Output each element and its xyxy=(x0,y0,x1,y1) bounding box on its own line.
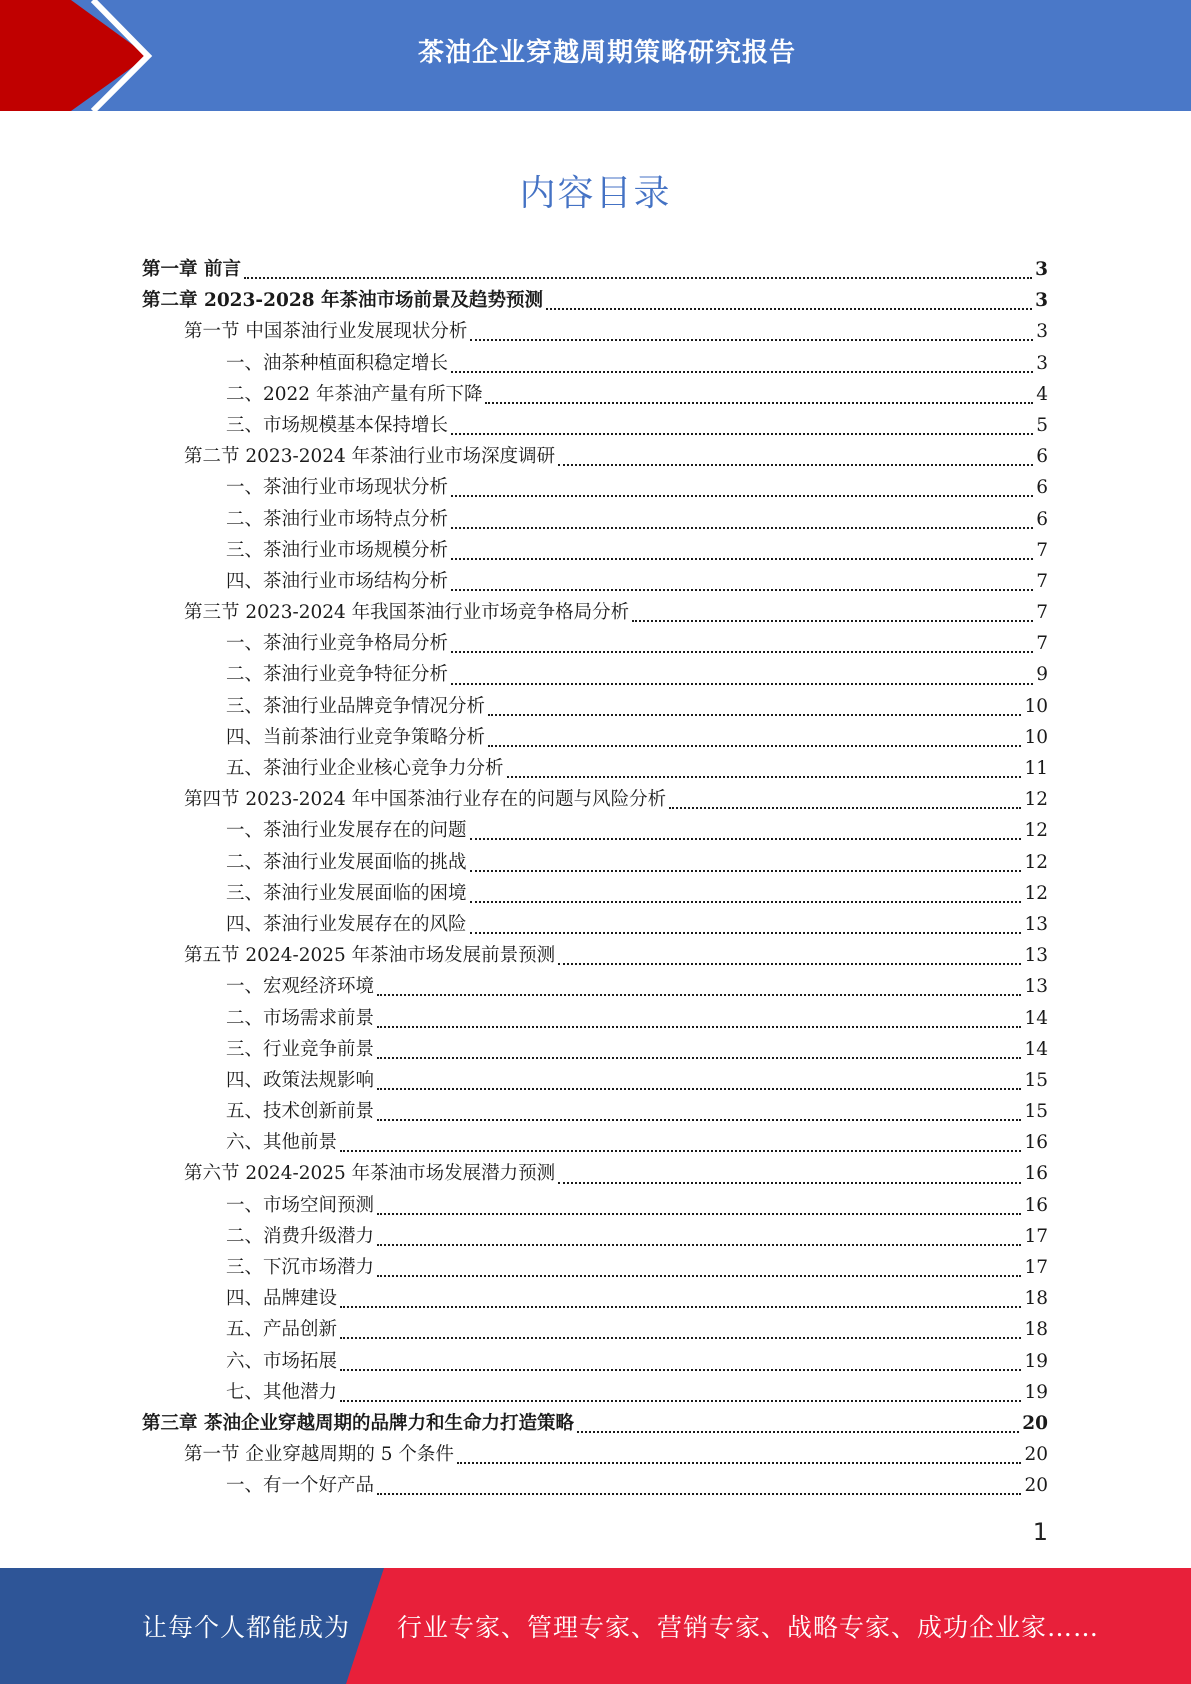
toc-entry[interactable] xyxy=(142,1158,1048,1189)
toc-dot-leader xyxy=(488,713,1021,716)
toc-entry[interactable] xyxy=(142,316,1048,347)
toc-dot-leader xyxy=(377,1243,1021,1246)
header-banner xyxy=(0,0,1191,111)
toc-dot-leader xyxy=(507,775,1022,778)
toc-entry-page: 7 xyxy=(1036,633,1048,655)
toc-entry-page: 3 xyxy=(1036,321,1048,343)
toc-dot-leader xyxy=(632,619,1033,622)
toc-entry-label: 四、政策法规影响 xyxy=(226,1069,375,1091)
toc-entry[interactable] xyxy=(142,535,1048,566)
toc-entry-label: 二、消费升级潜力 xyxy=(226,1225,375,1247)
toc-dot-leader xyxy=(451,557,1033,560)
toc-entry[interactable] xyxy=(142,784,1048,815)
toc-dot-leader xyxy=(451,588,1033,591)
toc-entry[interactable] xyxy=(142,597,1048,628)
toc-entry-label: 一、市场空间预测 xyxy=(226,1194,375,1216)
toc-entry[interactable] xyxy=(142,1190,1048,1221)
toc-entry-page: 20 xyxy=(1022,1412,1048,1434)
toc-dot-leader xyxy=(377,1025,1021,1028)
toc-entry-label: 三、茶油行业市场规模分析 xyxy=(226,539,449,561)
toc-entry[interactable] xyxy=(142,971,1048,1002)
toc-entry[interactable] xyxy=(142,847,1048,878)
toc-entry-page: 20 xyxy=(1024,1444,1048,1466)
toc-dot-leader xyxy=(377,1056,1021,1059)
toc-entry-page: 13 xyxy=(1024,913,1048,935)
footer-slogan-right: 行业专家、管理专家、营销专家、战略专家、成功企业家…… xyxy=(397,1613,1100,1642)
toc-entry[interactable] xyxy=(142,1439,1048,1470)
toc-entry-page: 7 xyxy=(1036,602,1048,624)
toc-entry[interactable] xyxy=(142,1003,1048,1034)
toc-dot-leader xyxy=(451,682,1033,685)
toc-entry[interactable] xyxy=(142,909,1048,940)
toc-entry-label: 一、茶油行业市场现状分析 xyxy=(226,477,449,499)
toc-entry[interactable] xyxy=(142,815,1048,846)
toc-entry[interactable] xyxy=(142,1096,1048,1127)
toc-entry-label: 五、技术创新前景 xyxy=(226,1101,375,1123)
toc-entry[interactable] xyxy=(142,1408,1048,1439)
toc-entry-label: 一、茶油行业发展存在的问题 xyxy=(226,820,467,842)
toc-entry-page: 6 xyxy=(1036,477,1048,499)
toc-entry-page: 11 xyxy=(1024,758,1048,779)
toc-entry-page: 14 xyxy=(1024,1038,1048,1060)
toc-dot-leader xyxy=(451,370,1033,373)
toc-dot-leader xyxy=(485,401,1033,404)
toc-dot-leader xyxy=(244,276,1032,279)
toc-entry-label: 一、有一个好产品 xyxy=(226,1475,375,1497)
toc-entry-page: 6 xyxy=(1036,446,1048,468)
toc-entry-label: 七、其他潜力 xyxy=(226,1381,338,1403)
toc-entry[interactable] xyxy=(142,566,1048,597)
toc-entry-label: 二、2022 年茶油产量有所下降 xyxy=(226,383,483,405)
toc-dot-leader xyxy=(558,962,1021,965)
toc-entry-page: 19 xyxy=(1024,1381,1048,1403)
toc-entry-page: 13 xyxy=(1024,976,1048,998)
toc-entry-page: 9 xyxy=(1036,664,1048,686)
toc-entry[interactable] xyxy=(142,1470,1048,1501)
toc-entry[interactable] xyxy=(142,659,1048,690)
toc-entry-page: 20 xyxy=(1024,1475,1048,1497)
toc-entry[interactable] xyxy=(142,722,1048,753)
toc-entry-label: 一、宏观经济环境 xyxy=(226,976,375,998)
toc-entry-page: 13 xyxy=(1024,945,1048,967)
toc-entry-page: 19 xyxy=(1024,1350,1048,1372)
toc-dot-leader xyxy=(457,1461,1022,1464)
toc-entry[interactable] xyxy=(142,753,1048,784)
toc-entry-page: 18 xyxy=(1024,1319,1048,1341)
toc-entry-label: 一、油茶种植面积稳定增长 xyxy=(226,352,449,374)
toc-entry-label: 三、市场规模基本保持增长 xyxy=(226,414,449,436)
toc-entry-page: 12 xyxy=(1024,882,1048,904)
toc-entry-label: 第三节 2023-2024 年我国茶油行业市场竞争格局分析 xyxy=(184,602,630,624)
toc-dot-leader xyxy=(669,806,1021,809)
toc-dot-leader xyxy=(451,432,1033,435)
toc-list xyxy=(142,254,1048,1502)
toc-entry-label: 第一章 前言 xyxy=(142,259,241,280)
toc-entry[interactable] xyxy=(142,1346,1048,1377)
toc-entry-label: 三、茶油行业品牌竞争情况分析 xyxy=(226,695,486,717)
toc-entry-page: 12 xyxy=(1024,851,1048,873)
toc-dot-leader xyxy=(377,1087,1021,1090)
toc-entry[interactable] xyxy=(142,628,1048,659)
toc-heading: 内容目录 xyxy=(519,173,672,214)
toc-entry[interactable] xyxy=(142,1283,1048,1314)
toc-entry-page: 16 xyxy=(1024,1163,1048,1185)
toc-dot-leader xyxy=(470,900,1022,903)
footer-banner xyxy=(0,1568,1191,1684)
toc-entry-page: 7 xyxy=(1036,570,1048,592)
toc-dot-leader xyxy=(377,1118,1021,1121)
toc-entry-label: 第四节 2023-2024 年中国茶油行业存在的问题与风险分析 xyxy=(184,789,667,811)
toc-entry-label: 第二节 2023-2024 年茶油行业市场深度调研 xyxy=(184,446,556,468)
toc-dot-leader xyxy=(558,1181,1021,1184)
toc-entry-page: 4 xyxy=(1036,383,1048,405)
toc-entry[interactable] xyxy=(142,940,1048,971)
toc-entry-label: 四、品牌建设 xyxy=(226,1288,338,1310)
toc-dot-leader xyxy=(470,338,1033,341)
toc-entry[interactable] xyxy=(142,1252,1048,1283)
toc-entry-page: 16 xyxy=(1024,1194,1048,1216)
toc-entry[interactable] xyxy=(142,1065,1048,1096)
toc-dot-leader xyxy=(340,1399,1021,1402)
toc-entry[interactable] xyxy=(142,1221,1048,1252)
toc-dot-leader xyxy=(377,1492,1021,1495)
page-number: 1 xyxy=(1032,1518,1048,1546)
toc-entry-label: 四、当前茶油行业竞争策略分析 xyxy=(226,726,486,748)
toc-dot-leader xyxy=(451,526,1033,529)
toc-entry-page: 12 xyxy=(1024,789,1048,811)
toc-entry-label: 一、茶油行业竞争格局分析 xyxy=(226,633,449,655)
toc-entry-label: 第六节 2024-2025 年茶油市场发展潜力预测 xyxy=(184,1163,556,1185)
toc-dot-leader xyxy=(340,1368,1021,1371)
toc-dot-leader xyxy=(377,1274,1021,1277)
toc-entry-label: 三、行业竞争前景 xyxy=(226,1038,375,1060)
toc-entry-page: 3 xyxy=(1035,290,1048,312)
toc-dot-leader xyxy=(451,494,1033,497)
toc-entry[interactable] xyxy=(142,285,1048,316)
toc-dot-leader xyxy=(470,837,1022,840)
toc-dot-leader xyxy=(451,650,1033,653)
toc-entry[interactable] xyxy=(142,1314,1048,1345)
toc-dot-leader xyxy=(340,1305,1021,1308)
toc-entry-page: 3 xyxy=(1035,259,1048,280)
toc-entry-label: 四、茶油行业市场结构分析 xyxy=(226,570,449,592)
toc-entry[interactable] xyxy=(142,1127,1048,1158)
toc-entry-label: 三、下沉市场潜力 xyxy=(226,1257,375,1278)
toc-entry-label: 三、茶油行业发展面临的困境 xyxy=(226,882,467,904)
toc-entry[interactable] xyxy=(142,348,1048,379)
toc-entry-page: 10 xyxy=(1024,695,1048,717)
toc-dot-leader xyxy=(470,931,1022,934)
toc-entry-label: 六、其他前景 xyxy=(226,1132,338,1154)
toc-entry-page: 12 xyxy=(1024,820,1048,842)
toc-entry[interactable] xyxy=(142,1377,1048,1408)
toc-dot-leader xyxy=(558,463,1033,466)
toc-dot-leader xyxy=(470,869,1022,872)
toc-entry[interactable] xyxy=(142,504,1048,535)
toc-entry[interactable] xyxy=(142,691,1048,722)
toc-entry-page: 18 xyxy=(1024,1288,1048,1310)
toc-entry-page: 5 xyxy=(1036,414,1048,436)
toc-dot-leader xyxy=(377,1212,1021,1215)
toc-entry[interactable] xyxy=(142,379,1048,410)
toc-entry-label: 二、茶油行业市场特点分析 xyxy=(226,508,449,530)
toc-entry-label: 五、茶油行业企业核心竞争力分析 xyxy=(226,758,504,779)
toc-entry[interactable] xyxy=(142,254,1048,285)
toc-entry-page: 15 xyxy=(1024,1069,1048,1091)
toc-entry-label: 第一节 中国茶油行业发展现状分析 xyxy=(184,321,468,343)
toc-dot-leader xyxy=(340,1336,1021,1339)
toc-dot-leader xyxy=(577,1430,1019,1433)
toc-dot-leader xyxy=(377,993,1021,996)
toc-entry-label: 第五节 2024-2025 年茶油市场发展前景预测 xyxy=(184,945,556,967)
toc-entry-page: 17 xyxy=(1024,1257,1048,1278)
toc-entry-label: 第二章 2023-2028 年茶油市场前景及趋势预测 xyxy=(142,290,544,312)
toc-entry-label: 四、茶油行业发展存在的风险 xyxy=(226,913,467,935)
toc-dot-leader xyxy=(546,307,1032,310)
toc-entry[interactable] xyxy=(142,472,1048,503)
toc-entry-label: 二、市场需求前景 xyxy=(226,1007,375,1029)
report-title: 茶油企业穿越周期策略研究报告 xyxy=(417,37,796,68)
toc-entry-page: 16 xyxy=(1024,1132,1048,1154)
toc-entry-page: 14 xyxy=(1024,1007,1048,1029)
toc-entry[interactable] xyxy=(142,878,1048,909)
toc-entry[interactable] xyxy=(142,441,1048,472)
toc-entry[interactable] xyxy=(142,410,1048,441)
toc-entry-label: 二、茶油行业发展面临的挑战 xyxy=(226,851,467,873)
toc-entry-label: 六、市场拓展 xyxy=(226,1350,338,1372)
toc-entry-page: 6 xyxy=(1036,508,1048,530)
toc-entry-label: 五、产品创新 xyxy=(226,1319,338,1341)
toc-dot-leader xyxy=(340,1149,1021,1152)
toc-entry-label: 第三章 茶油企业穿越周期的品牌力和生命力打造策略 xyxy=(142,1412,574,1434)
toc-dot-leader xyxy=(488,744,1021,747)
toc-entry-page: 17 xyxy=(1024,1225,1048,1247)
toc-entry[interactable] xyxy=(142,1034,1048,1065)
toc-entry-page: 15 xyxy=(1024,1101,1048,1123)
toc-entry-label: 第一节 企业穿越周期的 5 个条件 xyxy=(184,1444,454,1466)
footer-slogan-left: 让每个人都能成为 xyxy=(142,1613,351,1642)
toc-entry-page: 10 xyxy=(1024,726,1048,748)
toc-entry-page: 7 xyxy=(1036,539,1048,561)
toc-entry-label: 二、茶油行业竞争特征分析 xyxy=(226,664,449,686)
toc-entry-page: 3 xyxy=(1036,352,1048,374)
